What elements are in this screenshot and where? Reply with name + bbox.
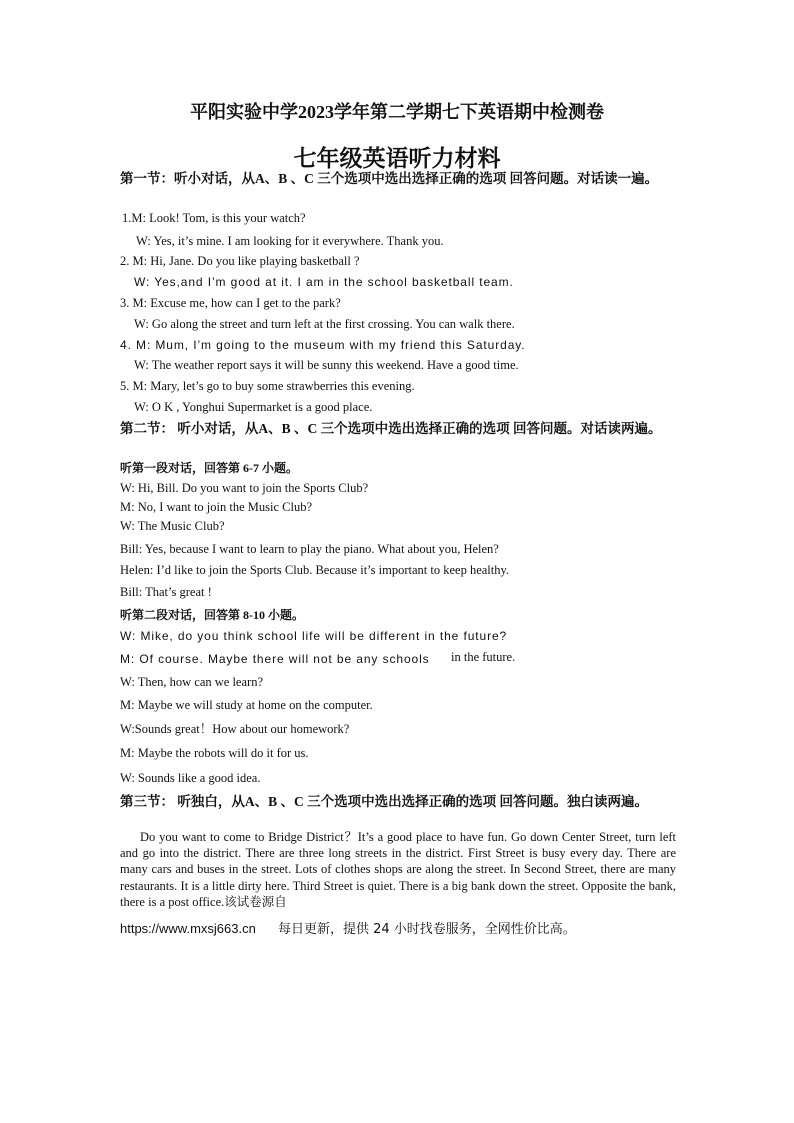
s1-line: 4. M: Mum, I’m going to the museum with my friend this Saturday.	[120, 338, 526, 352]
source-link[interactable]: https://www.mxsj663.cn	[120, 921, 256, 936]
s1-line: W: Yes,and I’m good at it. I am in the school basketball team.	[134, 275, 514, 289]
s1-line: 2. M: Hi, Jane. Do you like playing basketball ?	[120, 254, 360, 268]
d2-line: in the future.	[451, 650, 516, 664]
dialog2-heading: 听第二段对话，回答第 8-10 小题。	[120, 608, 304, 622]
s1-line: 3. M: Excuse me, how can I get to the park?	[120, 296, 341, 310]
section2-heading: 第二节： 听小对话，从A、B 、C 三个选项中选出选择正确的选项 回答问题。对话读两遍。	[120, 421, 662, 436]
listening-material-title: 七年级英语听力材料	[293, 146, 501, 171]
source-note: 该试卷源自	[224, 893, 287, 909]
s1-line: W: Yes, it’s mine. I am looking for it everywhere. Thank you.	[136, 234, 444, 248]
d2-line: W:Sounds great！How about our homework?	[120, 722, 350, 736]
footer-text: 每日更新，提供 24 小时找卷服务，全网性价比高。	[277, 922, 576, 937]
section3-heading: 第三节： 听独白，从A、B 、C 三个选项中选出选择正确的选项 回答问题。独白读两遍。	[120, 794, 649, 809]
d1-line: W: Hi, Bill. Do you want to join the Sports Club?	[120, 481, 369, 495]
dialog1-heading: 听第一段对话，回答第 6-7 小题。	[120, 461, 298, 475]
d2-line: W: Mike, do you think school life will be different in the future?	[120, 629, 508, 643]
d1-line: Bill: Yes, because I want to learn to play the piano. What about you, Helen?	[120, 542, 499, 556]
monologue-text: Do you want to come to Bridge District？It’s a good place to have fun. Go down Center Street, turn left and go into the district. There are three long streets in the district. First Street is busy every day. There are many cars and buses in the street. Lots of clothes shops are along the street. In Second Street, there are many restaurants. It is a little dirty here. Third Street is quiet. There is a big bank down the street. Opposite the bank, there is a post office.	[120, 830, 676, 909]
d2-line: W: Sounds like a good idea.	[120, 771, 261, 785]
d1-line: Helen: I’d like to join the Sports Club. Because it’s important to keep healthy.	[120, 563, 510, 577]
d2-line: M: Of course. Maybe there will not be any schools	[120, 652, 430, 666]
d2-line: M: Maybe the robots will do it for us.	[120, 746, 309, 760]
s1-line: W: O K , Yonghui Supermarket is a good place.	[134, 400, 373, 414]
d1-line: M: No, I want to join the Music Club?	[120, 500, 312, 514]
s1-line: 1.M: Look! Tom, is this your watch?	[122, 211, 306, 225]
s1-line: 5. M: Mary, let’s go to buy some strawberries this evening.	[120, 379, 415, 393]
footer	[120, 918, 576, 937]
d2-line: W: Then, how can we learn?	[120, 675, 263, 689]
exam-title: 平阳实验中学2023学年第二学期七下英语期中检测卷	[190, 102, 604, 122]
s1-line: W: The weather report says it will be sunny this weekend. Have a good time.	[134, 358, 519, 372]
d1-line: Bill: That’s great !	[120, 585, 212, 599]
s1-line: W: Go along the street and turn left at the first crossing. You can walk there.	[134, 317, 515, 331]
d1-line: W: The Music Club?	[120, 519, 225, 533]
section1-heading: 第一节：听小对话，从A、B 、C 三个选项中选出选择正确的选项 回答问题。对话读一遍。	[120, 171, 659, 186]
d2-line: M: Maybe we will study at home on the computer.	[120, 698, 373, 712]
monologue-paragraph	[120, 829, 676, 910]
